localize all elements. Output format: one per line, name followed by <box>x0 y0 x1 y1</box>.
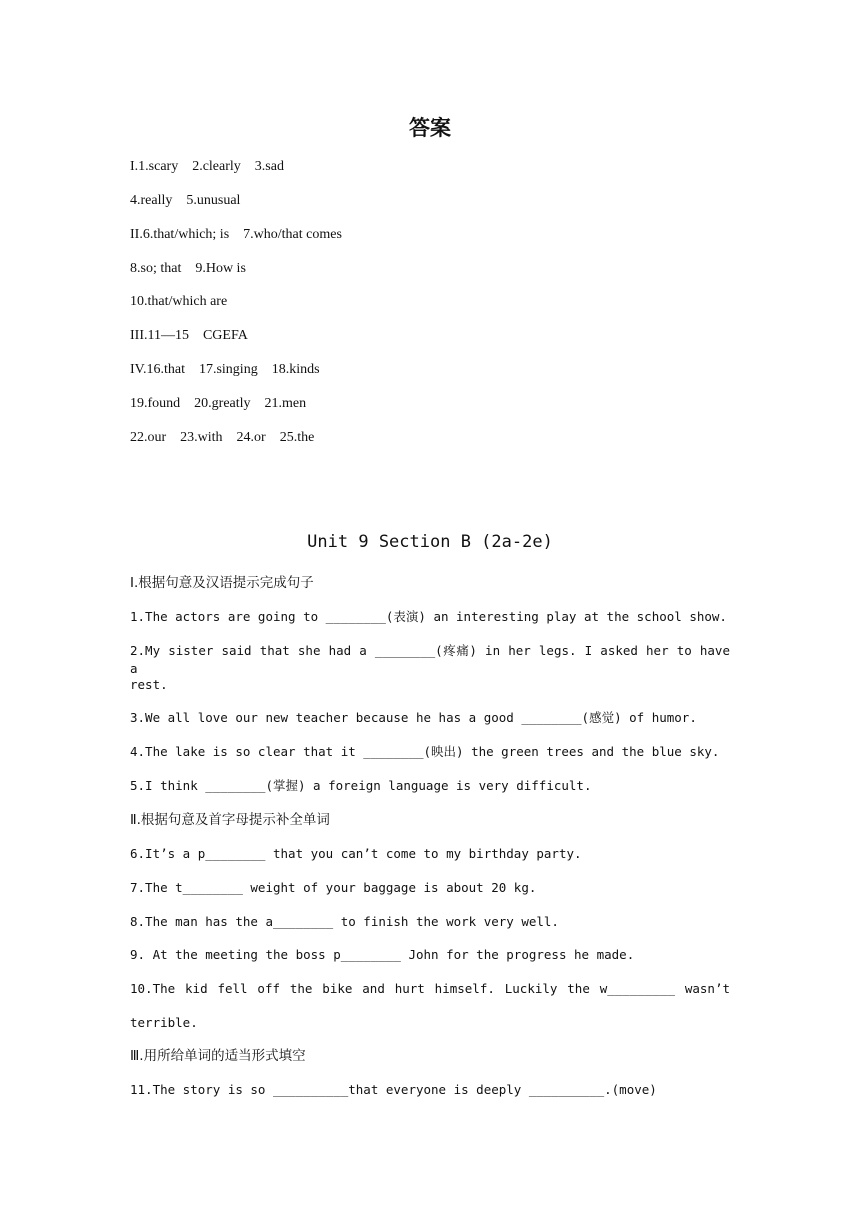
question-11: 11.The story is so __________that everyone is deeply __________.(move) <box>130 1082 657 1097</box>
question-1: 1.The actors are going to ________(表演) an interesting play at the school show. <box>130 609 727 624</box>
part-2-heading: Ⅱ.根据句意及首字母提示补全单词 <box>130 812 330 828</box>
question-6: 6.It’s a p________ that you can’t come to my birthday party. <box>130 846 582 861</box>
answer-line: II.6.that/which; is 7.who/that comes <box>130 227 342 242</box>
answer-line: 10.that/which are <box>130 294 228 309</box>
answer-line: I.1.scary 2.clearly 3.sad <box>130 159 284 174</box>
question-4: 4.The lake is so clear that it ________(映出) the green trees and the blue sky. <box>130 744 720 759</box>
answer-line: III.11—15 CGEFA <box>130 328 248 343</box>
question-8: 8.The man has the a________ to finish the work very well. <box>130 914 559 929</box>
answer-line: 8.so; that 9.How is <box>130 261 246 276</box>
question-9: 9. At the meeting the boss p________ John for the progress he made. <box>130 947 635 962</box>
part-1-heading: Ⅰ.根据句意及汉语提示完成句子 <box>130 575 314 591</box>
question-2: 2.My sister said that she had a ________(疼痛) in her legs. I asked her to have a <box>130 643 730 676</box>
question-2-continued: rest. <box>130 677 168 692</box>
part-3-heading: Ⅲ.用所给单词的适当形式填空 <box>130 1048 306 1064</box>
answer-line: 4.really 5.unusual <box>130 193 241 208</box>
question-5: 5.I think ________(掌握) a foreign language is very difficult. <box>130 778 592 793</box>
answer-line: 19.found 20.greatly 21.men <box>130 396 307 411</box>
exercise-title: Unit 9 Section B (2a-2e) <box>307 532 553 552</box>
answer-line: IV.16.that 17.singing 18.kinds <box>130 362 320 377</box>
answer-line: 22.our 23.with 24.or 25.the <box>130 430 315 445</box>
question-10-continued: terrible. <box>130 1015 198 1030</box>
question-7: 7.The t________ weight of your baggage is about 20 kg. <box>130 880 537 895</box>
question-10: 10.The kid fell off the bike and hurt himself. Luckily the w_________ wasn’t <box>130 981 730 996</box>
question-3: 3.We all love our new teacher because he has a good ________(感觉) of humor. <box>130 710 697 725</box>
answers-title: 答案 <box>409 116 451 140</box>
